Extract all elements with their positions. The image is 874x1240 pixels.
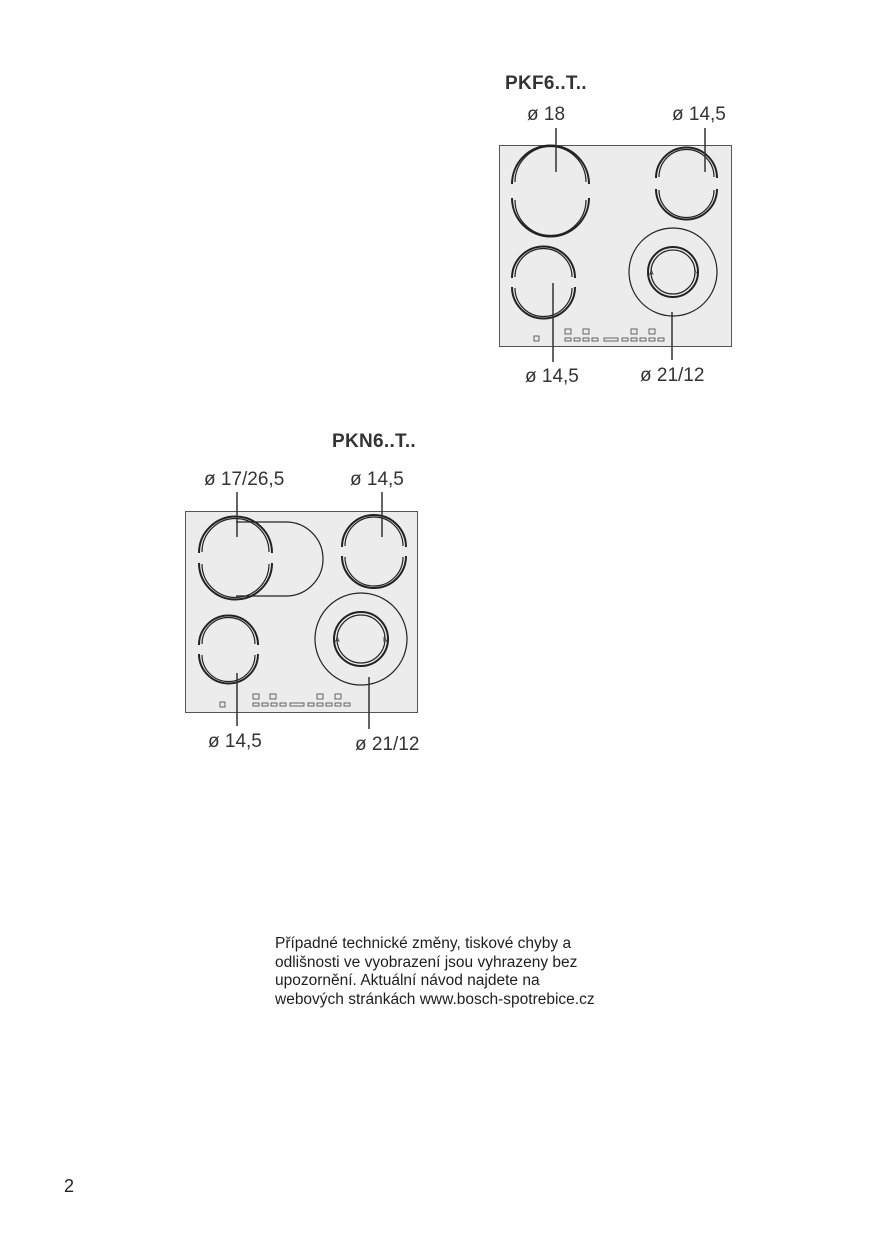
page-number: 2	[64, 1176, 75, 1196]
cooking-zone-bottom-right-dual	[629, 228, 717, 316]
disclaimer-note	[275, 935, 635, 1009]
cooking-zone-bottom-left	[512, 247, 575, 319]
dimension-label-zone-bottom-left: ø 14,5	[525, 366, 579, 387]
cooktop-illustration	[186, 512, 419, 714]
cooking-zone-top-left	[512, 146, 589, 237]
dimension-label-zone-bottom-right: ø 21/12	[640, 365, 705, 386]
dimension-label-zone-top-right: ø 14,5	[350, 469, 404, 490]
svg-text:N: N	[383, 637, 389, 644]
dimension-label-zone-bottom-right: ø 21/12	[355, 734, 420, 755]
dimension-label-zone-top-left: ø 17/26,5	[204, 469, 285, 490]
note-line: webových stránkách www.bosch-spotrebice.cz	[275, 990, 595, 1008]
control-panel	[220, 694, 350, 707]
svg-text:A: A	[335, 637, 340, 644]
cooktop-illustration	[500, 146, 733, 348]
dimension-label-zone-top-left: ø 18	[527, 104, 566, 125]
cooking-zone-top-right	[656, 148, 717, 220]
cooking-zone-top-left-extendable	[199, 517, 323, 600]
note-line: upozornění. Aktuální návod najdete na	[275, 972, 540, 989]
control-panel	[534, 329, 664, 341]
note-line: Případné technické změny, tiskové chyby a	[275, 935, 572, 952]
model-title-pkf6: PKF6..T..	[505, 73, 587, 94]
dimension-label-zone-top-right: ø 14,5	[672, 104, 726, 125]
cooktop-diagram-pkn6	[185, 511, 418, 713]
note-line: odlišnosti ve vyobrazení jsou vyhrazeny bez	[275, 953, 578, 971]
svg-text:A: A	[649, 270, 654, 277]
cooktop-diagram-pkf6	[499, 145, 732, 347]
cooking-zone-bottom-left	[199, 616, 258, 684]
model-title-pkn6: PKN6..T..	[332, 431, 416, 452]
cooking-zone-bottom-right-dual	[315, 593, 407, 685]
dimension-label-zone-bottom-left: ø 14,5	[208, 731, 262, 752]
cooking-zone-top-right	[342, 515, 406, 588]
svg-text:N: N	[694, 270, 700, 277]
